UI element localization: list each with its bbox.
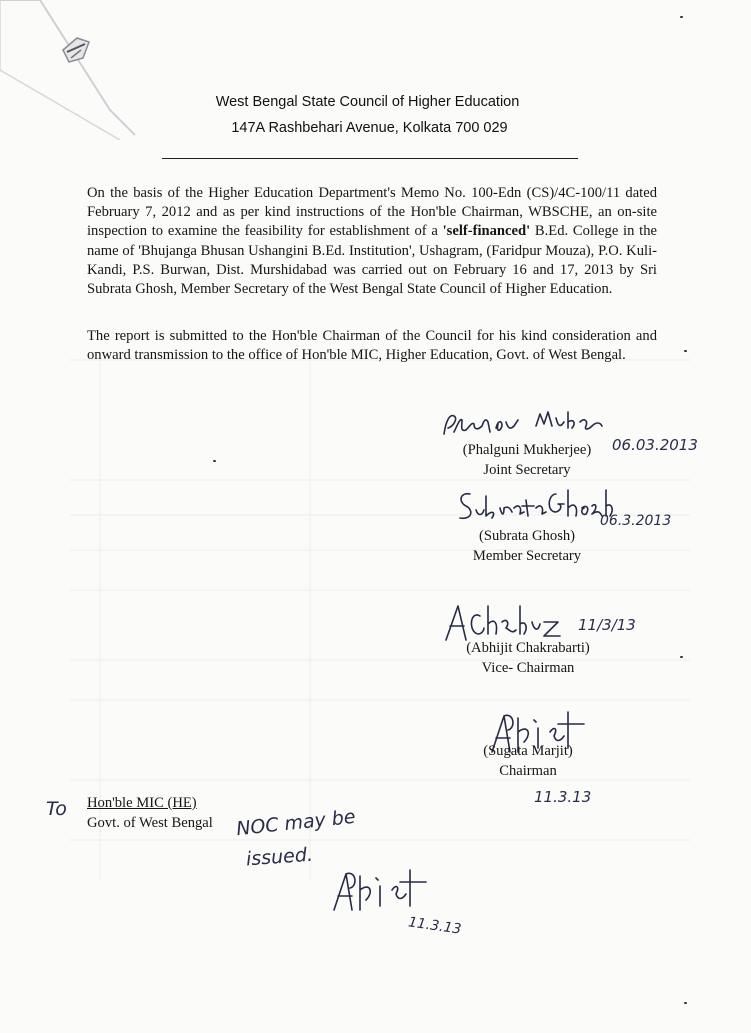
signatory-title: Chairman <box>499 762 557 779</box>
handwritten-note-line-2: issued. <box>245 843 314 871</box>
body-paragraph-2: The report is submitted to the Hon'ble Chairman of the Council for his kind consideration and onward transmission to the office of Hon'ble MIC, Higher Education, Govt. of West Bengal. <box>87 328 657 364</box>
signatory-title: Vice- Chairman <box>481 659 575 676</box>
signatory-name: (Phalguni Mukherjee) <box>462 442 592 458</box>
organization-address: 147A Rashbehari Avenue, Kolkata 700 029 <box>231 120 508 136</box>
organization-name: West Bengal State Council of Higher Education <box>215 94 520 110</box>
addressee-line-1: Hon'ble MIC (HE) <box>87 795 197 811</box>
signatory-joint-secretary <box>427 441 627 480</box>
handwritten-initials <box>330 866 440 916</box>
speck <box>684 350 687 352</box>
signature-date-3: 11/3/13 <box>578 616 636 634</box>
note-date: 11.3.13 <box>407 914 463 938</box>
speck <box>684 1002 687 1004</box>
header-divider <box>162 158 578 159</box>
signatory-member-secretary <box>427 527 627 566</box>
signatory-vice-chairman <box>428 639 628 678</box>
signatory-chairman <box>428 742 628 781</box>
signatory-name: (Subrata Ghosh) <box>478 528 576 544</box>
speck <box>213 460 216 462</box>
handwritten-signature <box>452 486 612 530</box>
signature-date-2: 06.3.2013 <box>600 513 672 529</box>
handwritten-note-line-1: NOC may be <box>235 805 357 841</box>
body-paragraph-1 <box>87 184 657 299</box>
emphasis-text: 'self-financed' <box>442 223 531 240</box>
speck <box>680 16 683 18</box>
staple-mark <box>55 28 105 73</box>
paragraph-text: B.Ed. College in the name of 'Bhujanga Bhusan Ushangini B.Ed. Institution', Ushagram, (Faridpur Mouza), P.O. Kuli-Kandi, P.S. Burwan, Dist. Murshidabad was carried out on February 16 and 17, 2013 by Sri Subrata Ghosh, Member Secretary of the West Bengal State Council of Higher Education. <box>87 223 657 298</box>
addressee-line-2: Govt. of West Bengal <box>87 814 213 831</box>
signatory-name: (Abhijit Chakrabarti) <box>466 640 590 656</box>
handwritten-signature <box>440 406 610 446</box>
signatory-title: Member Secretary <box>472 547 582 564</box>
addressee-block <box>87 794 213 833</box>
chairman-date: 11.3.13 <box>534 788 592 806</box>
signature-date-1: 06.03.2013 <box>612 436 698 454</box>
signatory-title: Joint Secretary <box>483 461 571 478</box>
speck <box>680 656 683 658</box>
paragraph-text: On the basis of the Higher Education Department's Memo No. 100-Edn (CS)/4C-100/11 dated February 7, 2012 and as per kind instructions of the Hon'ble Chairman, WBSCHE, an on-site inspection to examine the feasibility for establishment of a <box>87 185 657 240</box>
to-prefix: To <box>46 798 67 820</box>
signatory-name: (Sugata Marjit) <box>483 743 573 759</box>
